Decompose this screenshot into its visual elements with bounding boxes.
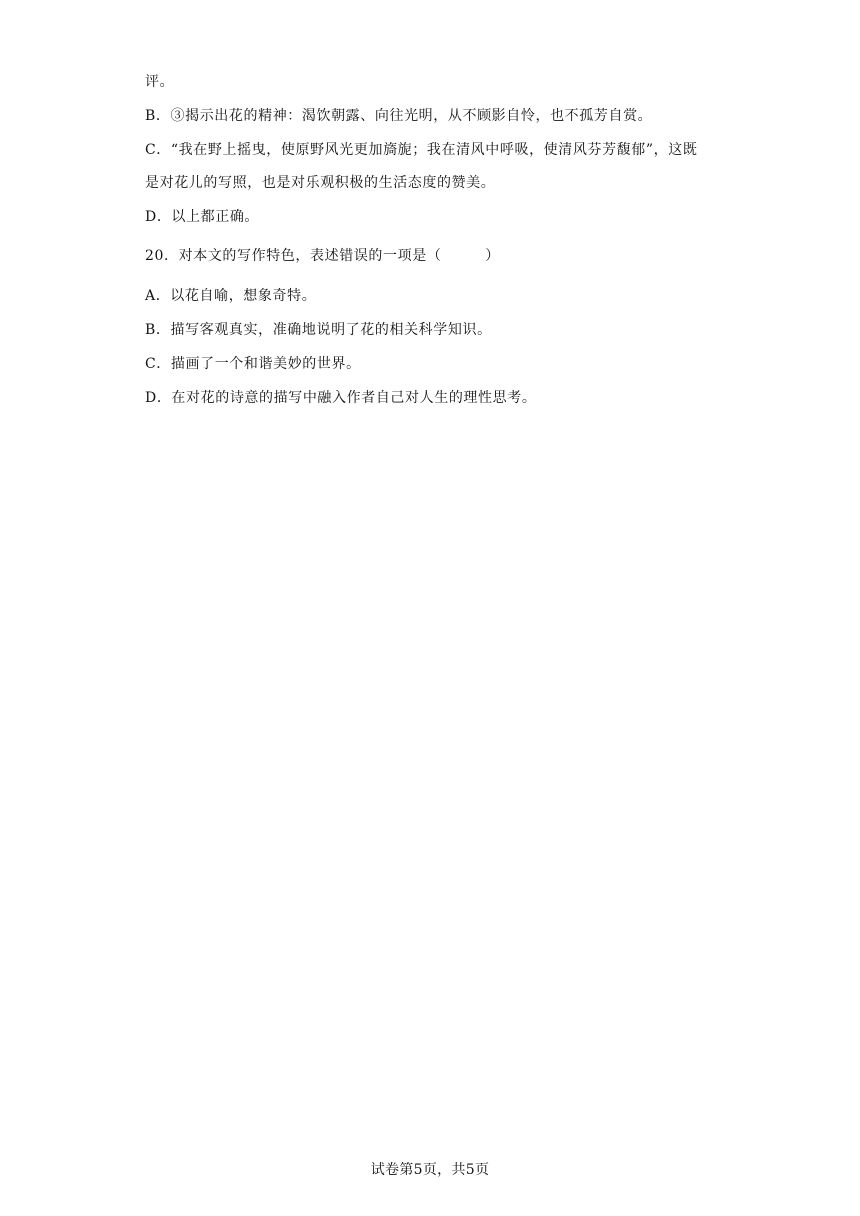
q19-option-c-line1: C．“我在野上摇曳，使原野风光更加旖旎；我在清风中呼吸，使清风芬芳馥郁”，这既 [145,142,698,158]
q19-option-c-line2: 是对花儿的写照，也是对乐观积极的生活态度的赞美。 [145,175,496,191]
page-footer: 试卷第5页，共5页 [370,1162,490,1178]
q20-option-a: A．以花自喻，想象奇特。 [145,288,317,304]
q20-option-d: D．在对花的诗意的描写中融入作者自己对人生的理性思考。 [145,390,537,406]
q19-continuation-text: 评。 [145,74,175,90]
q20-option-b: B．描写客观真实，准确地说明了花的相关科学知识。 [145,322,492,338]
q19-option-d: D．以上都正确。 [145,209,260,225]
q20-option-c: C．描画了一个和谐美妙的世界。 [145,356,361,372]
q19-option-b: B．③揭示出花的精神：渴饮朝露、向往光明，从不顾影自怜，也不孤芳自赏。 [145,108,653,124]
q20-stem: 20．对本文的写作特色，表述错误的一项是（ ） [145,248,500,264]
